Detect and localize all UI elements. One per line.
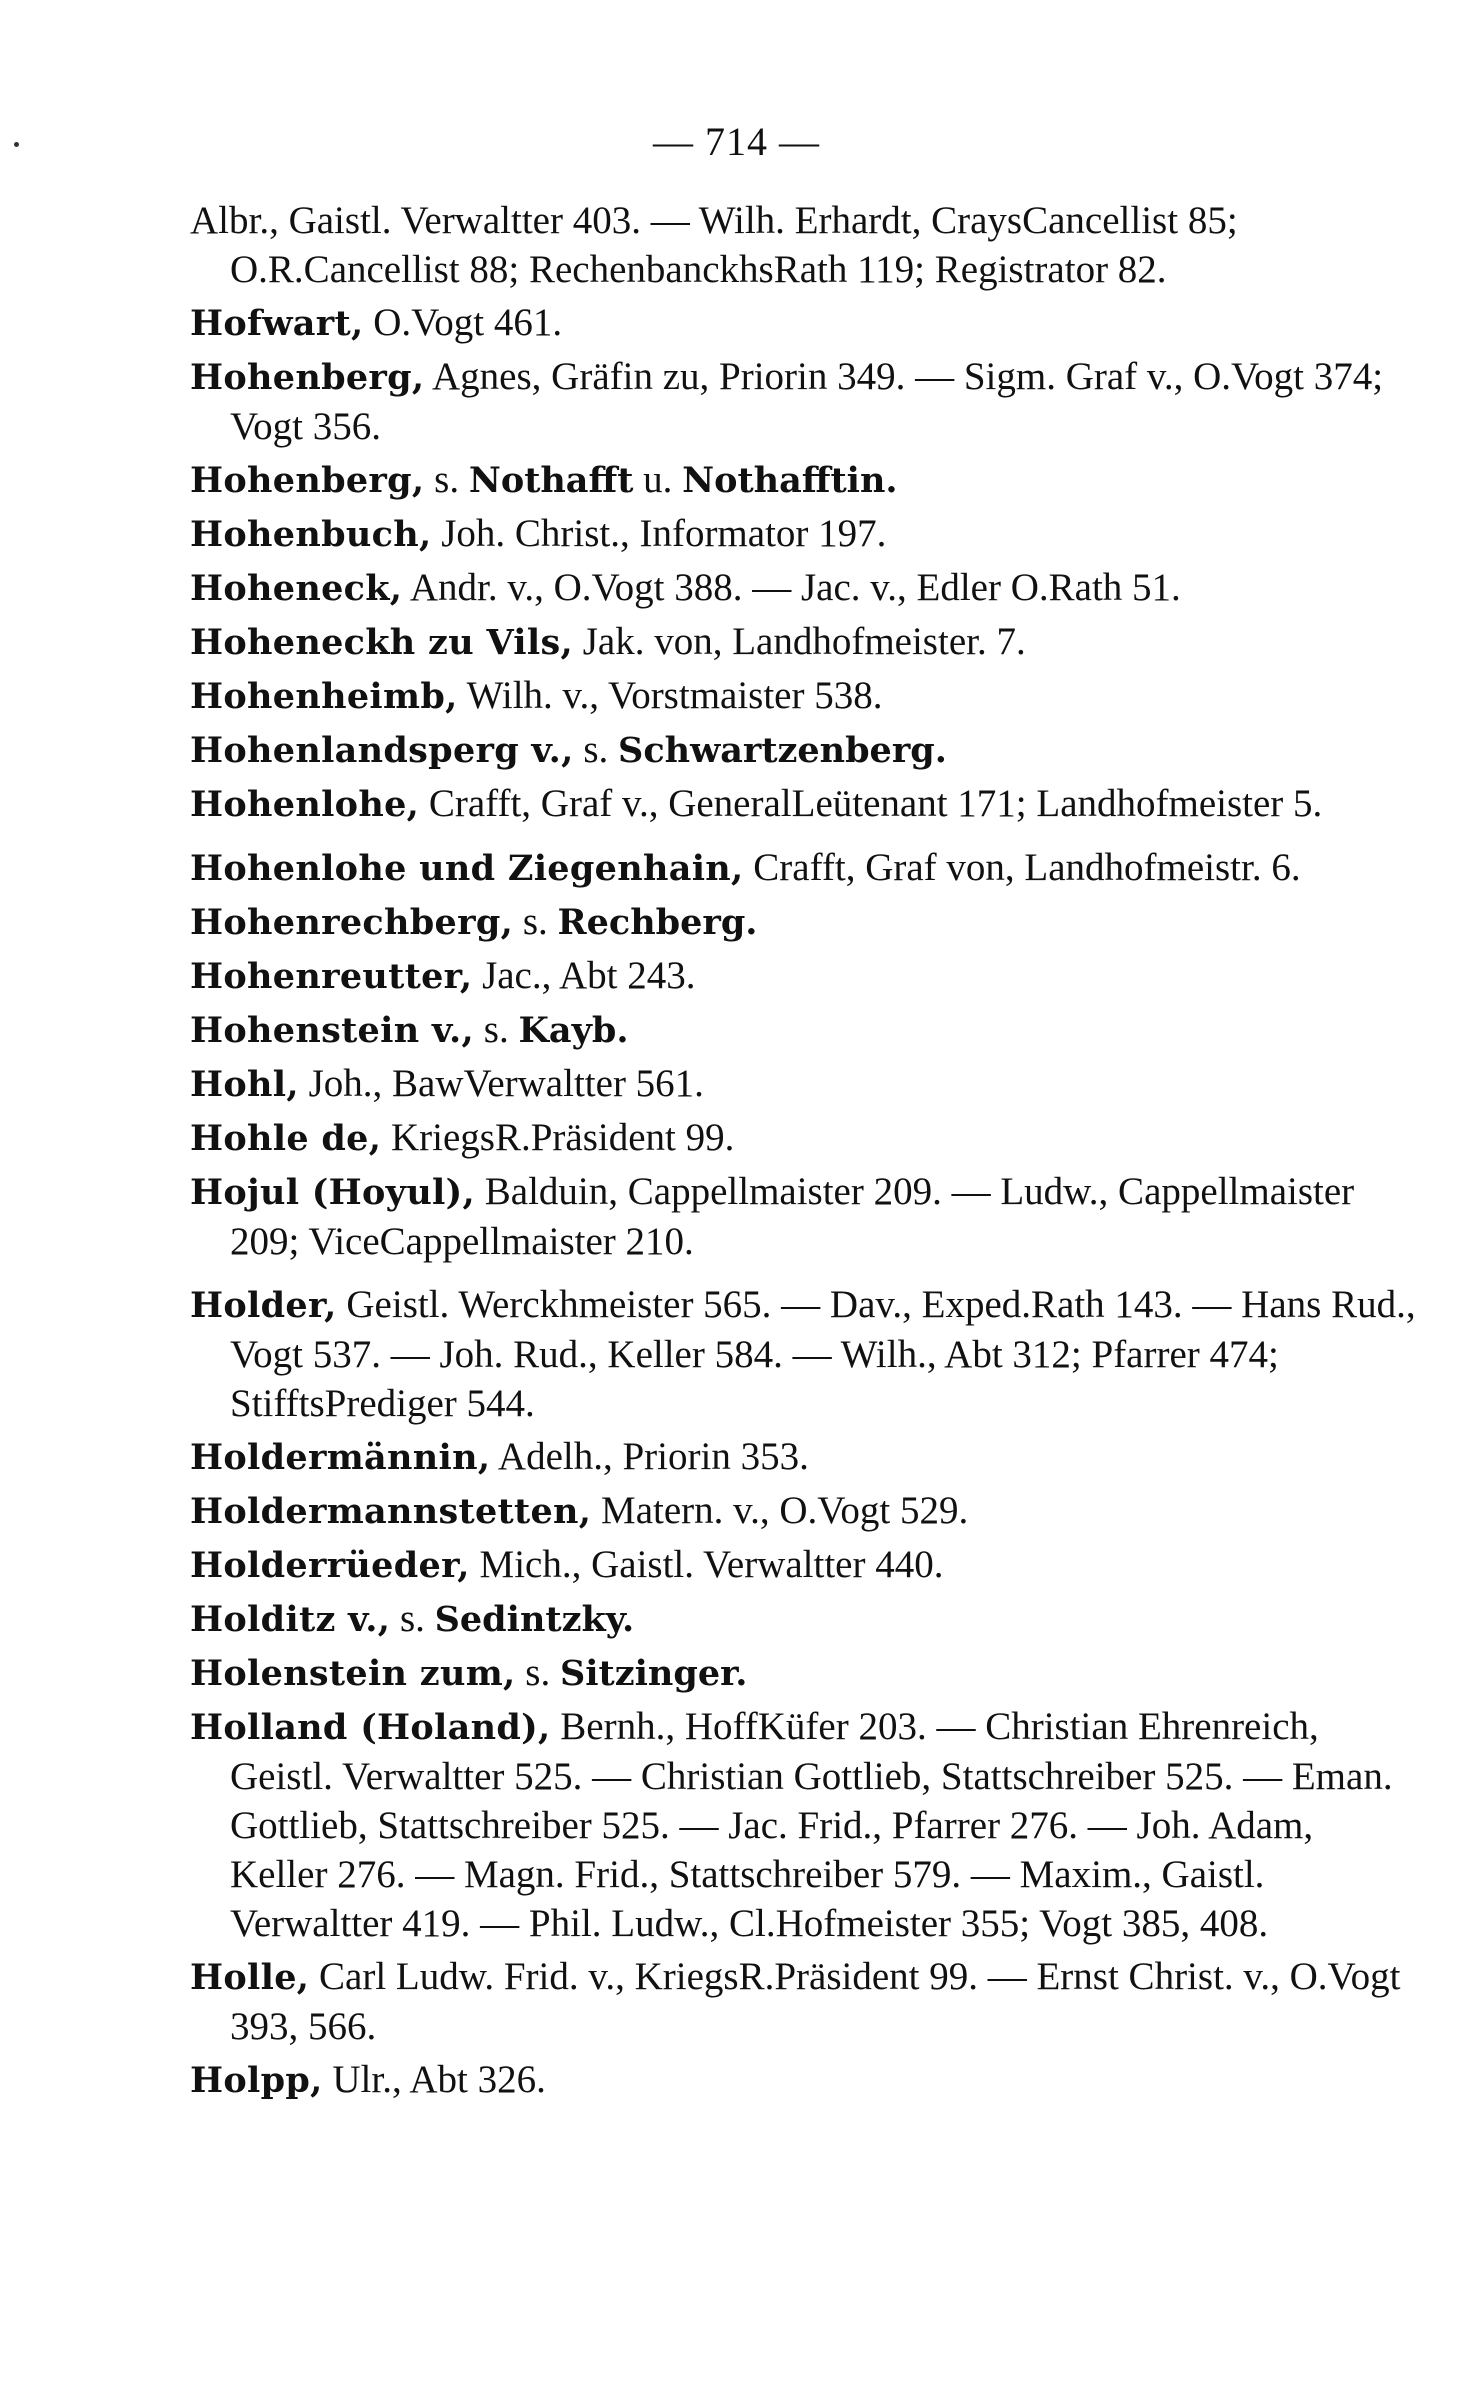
entry-heading: Hohenbuch, xyxy=(190,514,432,555)
entry-heading: Holditz v., xyxy=(190,1599,391,1640)
entry-heading: Hohenrechberg, xyxy=(190,902,514,943)
entry-heading: Holenstein zum, xyxy=(190,1653,516,1694)
index-entry xyxy=(190,1280,1420,1428)
entry-heading: Holderrüeder, xyxy=(190,1545,470,1586)
index-entry xyxy=(190,897,1420,947)
entry-text: s. xyxy=(515,1651,560,1694)
index-entry xyxy=(190,1486,1420,1536)
entry-text: s. xyxy=(474,1008,519,1051)
entry-text: Agnes, Gräfin zu, Priorin 349. — Sigm. Graf v., O.Vogt 374; Vogt 356. xyxy=(230,355,1384,448)
entry-heading: Hohenlohe und Ziegenhain, xyxy=(190,848,744,889)
entry-heading: Hohenheimb, xyxy=(190,676,458,717)
entry-cross-reference: Kayb. xyxy=(518,1010,629,1051)
entry-text: s. xyxy=(513,900,558,943)
entry-text: Albr., Gaistl. Verwaltter 403. — Wilh. Erhardt, CraysCancellist 85; O.R.Cancellist 88; RechenbanckhsRath 119; Registrator 82. xyxy=(190,199,1238,291)
index-entry xyxy=(190,1167,1420,1266)
entry-text: Joh. Christ., Informator 197. xyxy=(431,512,887,555)
index-entry xyxy=(190,1059,1420,1109)
entry-heading: Hohle de, xyxy=(190,1118,382,1159)
entry-heading: Holpp, xyxy=(190,2060,323,2101)
entry-text: O.Vogt 461. xyxy=(363,301,563,344)
entry-heading: Hojul (Hoyul), xyxy=(190,1172,476,1213)
entry-cross-reference: Sitzinger. xyxy=(559,1653,748,1694)
index-entries xyxy=(190,196,1420,2109)
entry-text: Crafft, Graf v., GeneralLeütenant 171; Landhofmeister 5. xyxy=(419,782,1323,825)
entry-text: Crafft, Graf von, Landhofmeistr. 6. xyxy=(743,846,1301,889)
index-entry xyxy=(190,1952,1420,2051)
index-entry xyxy=(190,1113,1420,1163)
index-entry xyxy=(190,298,1420,348)
entry-text: Jac., Abt 243. xyxy=(472,954,696,997)
entry-text: KriegsR.Präsident 99. xyxy=(381,1116,735,1159)
entry-heading: Holdermännin, xyxy=(190,1437,491,1478)
index-entry xyxy=(190,352,1420,451)
entry-heading: Hoheneckh zu Vils, xyxy=(190,622,573,663)
entry-heading: Hohenlohe, xyxy=(190,784,420,825)
entry-text: Wilh. v., Vorstmaister 538. xyxy=(457,674,883,717)
entry-text: Joh., BawVerwaltter 561. xyxy=(298,1062,704,1105)
index-entry xyxy=(190,196,1420,294)
entry-heading: Hoheneck, xyxy=(190,568,403,609)
index-entry xyxy=(190,617,1420,667)
entry-text: s. xyxy=(573,728,619,771)
index-entry xyxy=(190,779,1420,829)
index-entry xyxy=(190,1648,1420,1698)
index-entry xyxy=(190,1432,1420,1482)
entry-text: Carl Ludw. Frid. v., KriegsR.Präsident 99. — Ernst Christ. v., O.Vogt 393, 566. xyxy=(230,1955,1401,2048)
index-entry xyxy=(190,509,1420,559)
entry-heading: Hohenstein v., xyxy=(190,1010,475,1051)
entry-text: Adelh., Priorin 353. xyxy=(490,1435,809,1478)
index-entry xyxy=(190,1540,1420,1590)
entry-cross-reference: Nothafftin. xyxy=(682,460,898,501)
index-entry xyxy=(190,843,1420,893)
entry-text: s. xyxy=(390,1597,435,1640)
entry-heading: Holder, xyxy=(190,1285,337,1326)
entry-cross-reference: Sedintzky. xyxy=(434,1599,635,1640)
entry-cross-reference: Schwartzenberg. xyxy=(618,730,947,771)
index-entry xyxy=(190,725,1420,775)
entry-heading: Hohl, xyxy=(190,1064,299,1105)
entry-heading: Holland (Holand), xyxy=(190,1707,551,1748)
entry-text: Jak. von, Landhofmeister. 7. xyxy=(572,620,1026,663)
entry-text: Geistl. Werckhmeister 565. — Dav., Exped.Rath 143. — Hans Rud., Vogt 537. — Joh. Rud., Keller 584. — Wilh., Abt 312; Pfarrer 474; StifftsPrediger 544. xyxy=(230,1283,1416,1425)
entry-text: Ulr., Abt 326. xyxy=(322,2058,546,2101)
entry-text: Bernh., HoffKüfer 203. — Christian Ehrenreich, Geistl. Verwaltter 525. — Christian Gottlieb, Stattschreiber 525. — Eman. Gottlieb, Stattschreiber 525. — Jac. Frid., Pfarrer 276. — Joh. Adam, Keller 276. — Magn. Frid., Stattschreiber 579. — Maxim., Gaistl. Verwaltter 419. — Phil. Ludw., Cl.Hofmeister 355; Vogt 385, 408. xyxy=(230,1705,1393,1945)
index-entry xyxy=(190,455,1420,505)
index-entry xyxy=(190,1594,1420,1644)
entry-heading: Hohenlandsperg v., xyxy=(190,730,574,771)
entry-heading: Hohenberg, xyxy=(190,357,425,398)
entry-text: Matern. v., O.Vogt 529. xyxy=(591,1489,969,1532)
entry-heading: Hofwart, xyxy=(190,303,364,344)
entry-cross-reference: Nothafft xyxy=(468,460,634,501)
entry-heading: Holdermannstetten, xyxy=(190,1491,592,1532)
entry-text: u. xyxy=(633,458,683,501)
entry-text: s. xyxy=(424,458,469,501)
entry-heading: Hohenreutter, xyxy=(190,956,473,997)
index-entry xyxy=(190,951,1420,1001)
index-entry xyxy=(190,2055,1420,2105)
page-number: — 714 — xyxy=(653,119,820,164)
index-entry xyxy=(190,563,1420,613)
entry-text: Andr. v., O.Vogt 388. — Jac. v., Edler O.Rath 51. xyxy=(402,566,1181,609)
entry-heading: Holle, xyxy=(190,1957,310,1998)
index-entry xyxy=(190,1005,1420,1055)
entry-heading: Hohenberg, xyxy=(190,460,425,501)
index-entry xyxy=(190,1702,1420,1948)
entry-text: Mich., Gaistl. Verwaltter 440. xyxy=(469,1543,944,1586)
entry-text: Balduin, Cappellmaister 209. — Ludw., Cappellmaister 209; ViceCappellmaister 210. xyxy=(230,1170,1355,1263)
entry-cross-reference: Rechberg. xyxy=(557,902,758,943)
index-entry xyxy=(190,671,1420,721)
